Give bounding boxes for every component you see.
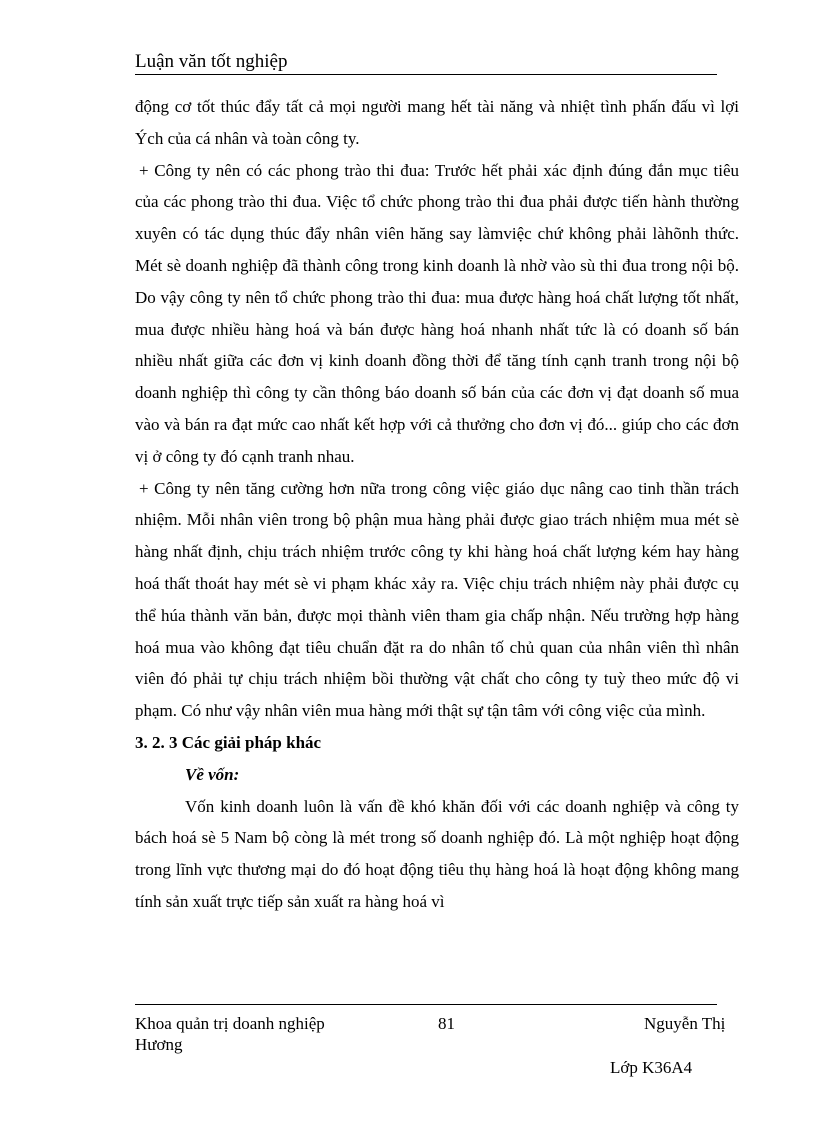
header-title: Luận văn tốt nghiệp [135,51,288,72]
paragraph-continuation: động cơ tốt thúc đẩy tất cả mọi người mang hết tài năng và nhiệt tình phấn đấu vì lợi Ých của cá nhân và toàn công ty. [135,97,739,148]
footer-faculty: Khoa quản trị doanh nghiệp [135,1014,325,1033]
footer-class: Lớp K36A4 [610,1058,693,1077]
paragraph-competition: + Công ty nên có các phong trào thi đua: Trước hết phải xác định đúng đắn mục tiêu của các phong trào thi đua. Việc tổ chức phong trào thi đua phải được tiến hành thường xuyên có tác dụng thúc đẩy nhân viên hăng say làmviệc chứ không phải làhõnh thức. Mét sè doanh nghiệp đã thành công trong kinh doanh là nhờ vào sù thi đua trong nội bộ. Do vậy công ty nên tổ chức phong trào thi đua: mua được hàng hoá chất lượng tốt nhất, mua được nhiều hàng hoá và bán được hàng hoá nhanh nhất tức là có doanh số bán nhiều nhất giữa các đơn vị kinh doanh đồng thời để tăng tính cạnh tranh trong nội bộ doanh nghiệp thì công ty cần thông báo doanh số bán của các đơn vị đạt doanh số mua vào và bán ra đạt mức cao nhất kết hợp với cả thưởng cho đơn vị đó... giúp cho các đơn vị ở công ty đó cạnh tranh nhau. [135,160,739,466]
paragraph-responsibility: + Công ty nên tăng cường hơn nữa trong công việc giáo dục nâng cao tinh thần trách nhiệm. Mỗi nhân viên trong bộ phận mua hàng phải được giao trách nhiệm mua mét sè hàng nhất định, chịu trách nhiệm trước công ty khi hàng hoá chất lượng kém hay hàng hoá thất thoát hay mét sè vi phạm khác xảy ra. Việc chịu trách nhiệm này phải được cụ thể húa thành văn bản, được mọi thành viên tham gia chấp nhận. Nếu trường hợp hàng hoá mua vào không đạt tiêu chuẩn đặt ra do nhân tố chủ quan của nhân viên thì nhân viên đó phải tự chịu trách nhiệm bồi thường vật chất cho công ty tuỳ theo mức độ vi phạm. Có như vậy nhân viên mua hàng mới thật sự tận tâm với công việc của mình. [135,478,739,721]
document-body [135,91,739,918]
footer-author-first: Nguyễn Thị [644,1014,726,1033]
paragraph-capital: Vốn kinh doanh luôn là vấn đề khó khăn đối với các doanh nghiệp và công ty bách hoá sè 5 Nam bộ còng là mét trong số doanh nghiệp đó. Là một nghiệp hoạt động trong lĩnh vực thương mại do đó hoạt động tiêu thụ hàng hoá là hoạt động không mang tính sản xuất trực tiếp sản xuất ra hàng hoá vì [135,796,739,911]
footer-divider [135,1004,717,1005]
footer-page-number: 81 [438,1014,455,1033]
subheading: Về vốn: [185,764,240,784]
footer-author-last: Hương [135,1035,183,1054]
page-header [135,50,717,75]
section-heading: 3. 2. 3 Các giải pháp khác [135,732,322,752]
